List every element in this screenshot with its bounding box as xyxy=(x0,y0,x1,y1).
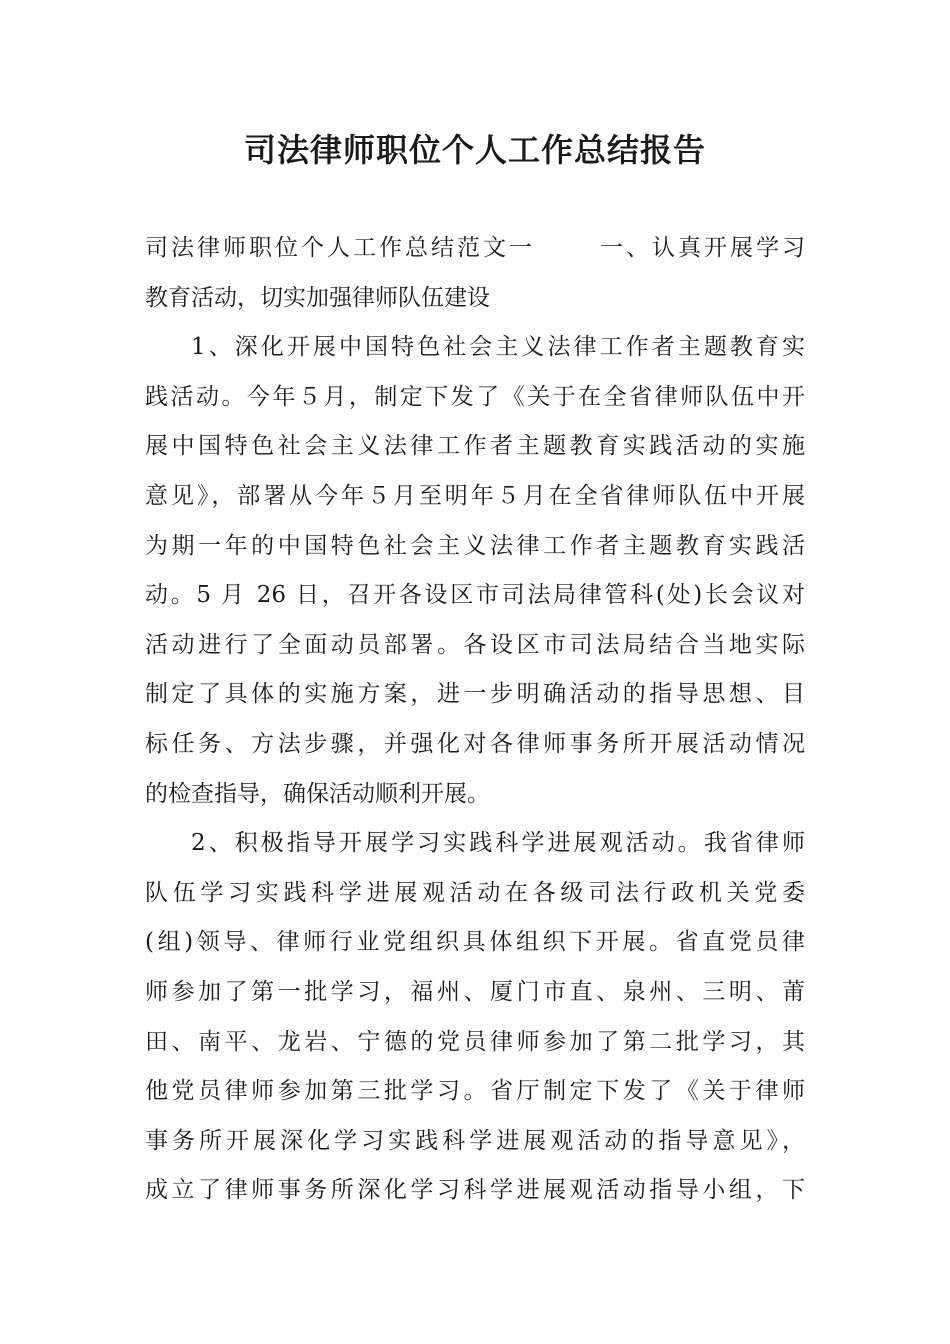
intro-heading: 司法律师职位个人工作总结范文一 xyxy=(145,235,535,261)
paragraph-line: 标任务、方法步骤，并强化对各律师事务所开展活动情况 xyxy=(145,730,805,757)
paragraph-line: 制定了具体的实施方案，进一步明确活动的指导思想、目 xyxy=(145,681,805,708)
section-heading: 一、认真开展学习 xyxy=(597,235,805,261)
paragraph-line: 活动进行了全面动员部署。各设区市司法局结合当地实际 xyxy=(145,631,805,658)
paragraph-line: 动。5 月 26 日，召开各设区市司法局律管科(处)长会议对 xyxy=(145,582,805,609)
paragraph-line: 2、积极指导开展学习实践科学进展观活动。我省律师 xyxy=(191,830,805,857)
paragraph-2 xyxy=(145,819,805,1216)
paragraph-1 xyxy=(145,323,805,819)
document-body xyxy=(145,224,805,1216)
paragraph-line: 践活动。今年５月，制定下发了《关于在全省律师队伍中开 xyxy=(145,383,805,410)
paragraph-line: 事务所开展深化学习实践科学进展观活动的指导意见》， xyxy=(145,1127,805,1154)
paragraph-line: 成立了律师事务所深化学习科学进展观活动指导小组，下 xyxy=(145,1177,805,1204)
paragraph-line: 他党员律师参加第三批学习。省厅制定下发了《关于律师 xyxy=(145,1078,805,1105)
paragraph-line: 1、深化开展中国特色社会主义法律工作者主题教育实 xyxy=(191,334,805,361)
intro-line-1 xyxy=(145,224,805,274)
paragraph-line: 田、南平、龙岩、宁德的党员律师参加了第二批学习，其 xyxy=(145,1028,805,1055)
paragraph-line: 的检查指导，确保活动顺利开展。 xyxy=(145,780,490,807)
paragraph-line: 师参加了第一批学习，福州、厦门市直、泉州、三明、莆 xyxy=(145,978,805,1005)
paragraph-line: (组)领导、律师行业党组织具体组织下开展。省直党员律 xyxy=(145,929,805,956)
paragraph-line: 意见》，部署从今年５月至明年５月在全省律师队伍中开展 xyxy=(145,482,805,509)
intro-line-2: 教育活动，切实加强律师队伍建设 xyxy=(145,284,490,311)
document-title: 司法律师职位个人工作总结报告 xyxy=(243,131,706,169)
paragraph-line: 为期一年的中国特色社会主义法律工作者主题教育实践活 xyxy=(145,532,805,559)
paragraph-line: 队伍学习实践科学进展观活动在各级司法行政机关党委 xyxy=(145,879,805,906)
paragraph-line: 展中国特色社会主义法律工作者主题教育实践活动的实施 xyxy=(145,433,805,460)
